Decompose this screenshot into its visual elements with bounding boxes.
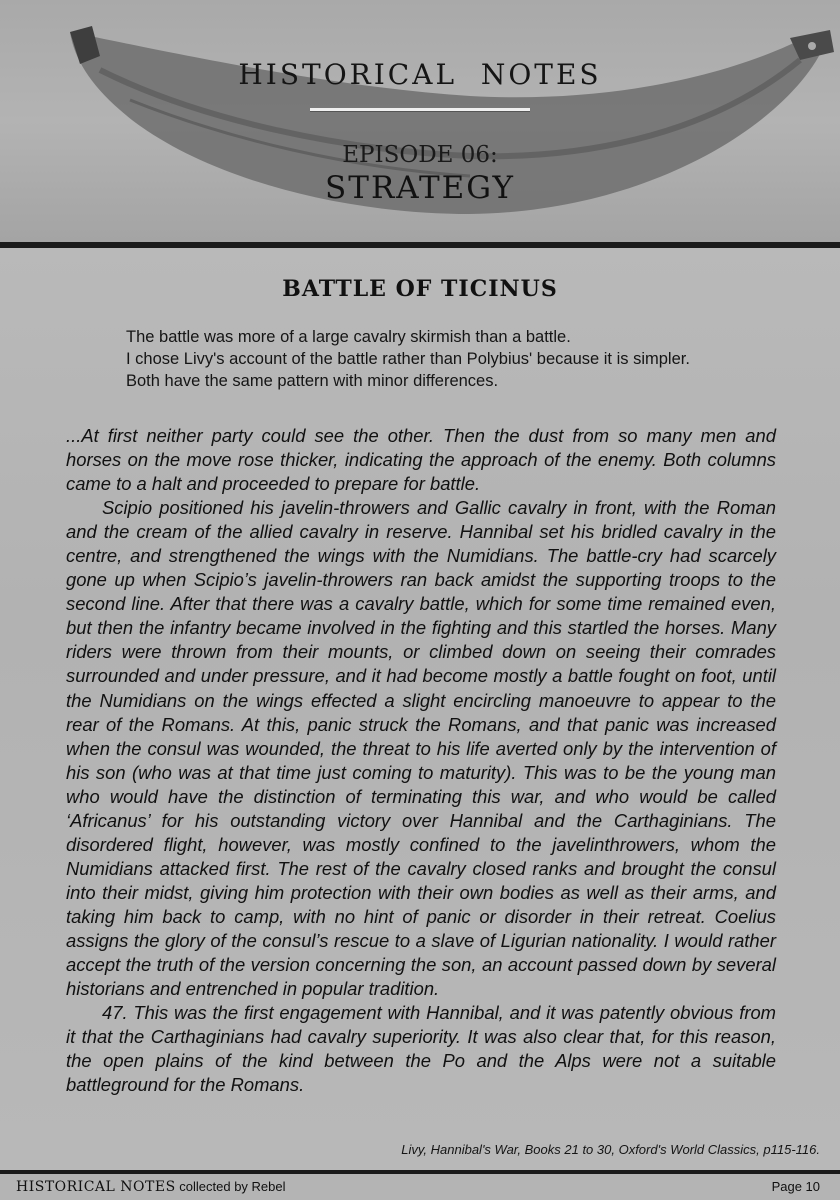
intro-line: Both have the same pattern with minor differences. bbox=[126, 372, 499, 390]
title-underline bbox=[310, 108, 530, 111]
quote-paragraph: ...At first neither party could see the other. Then the dust from so many men and horses on the move rose thicker, indicating the approach of the enemy. Both columns came to a halt and proceeded to prepare for battle. bbox=[66, 425, 776, 495]
page-header bbox=[0, 0, 840, 242]
section-title: BATTLE OF TICINUS bbox=[282, 276, 558, 302]
footer-credit bbox=[16, 1179, 286, 1195]
quote-paragraph: Scipio positioned his javelin-throwers and Gallic cavalry in front, with the Roman and the cream of the allied cavalry in reserve. Hannibal set his bridled cavalry in the centre, and strengthened the wings with the Numidians. The battle-cry had scarcely gone up when Scipio’s javelin-throwers ran back amidst the supporting troops to the second line. After that there was a cavalry battle, which for some time remained even, but then the infantry became involved in the fighting and this startled the horses. Many riders were thrown from their mounts, or climbed down on seeing their comrades surrounded and under pressure, and it had become mostly a battle fought on foot, until the Numidians on the wings effected a slight encircling manoeuvre to appear to the rear of the Romans. At this, panic struck the Romans, and that panic was increased when the consul was wounded, the threat to his life averted only by the intervention of his son (who was at that time just coming to maturity). This was to be the young man who would have the distinction of terminating this war, and who would be called ‘Africanus’ for his outstanding victory over Hannibal and the Carthaginians. The disordered flight, however, was mostly confined to the javelinthrowers, whom the Numidians attacked first. The rest of the cavalry closed ranks and brought the consul into their midst, giving him protection with their own bodies as well as their arms, and taking him back to camp, with no hint of panic or disorder in their retreat. Coelius assigns the glory of the consul’s rescue to a slave of Ligurian nationality. I would rather accept the truth of the version concerning the son, an account passed down by several historians and entrenched in popular tradition. bbox=[66, 497, 776, 1000]
footer-brand: HISTORICAL NOTES bbox=[16, 1179, 176, 1195]
intro-line: I chose Livy's account of the battle rather than Polybius' because it is simpler. bbox=[126, 350, 690, 368]
episode-label: EPISODE 06: bbox=[342, 142, 498, 168]
intro-line: The battle was more of a large cavalry skirmish than a battle. bbox=[126, 328, 571, 346]
quote-paragraph: 47. This was the first engagement with Hannibal, and it was patently obvious from it that the Carthaginians had cavalry superiority. It was also clear that, for this reason, the open plains of the kind between the Po and the Alps were not a suitable battleground for the Romans. bbox=[66, 1002, 776, 1096]
citation: Livy, Hannibal's War, Books 21 to 30, Oxford's World Classics, p115-116. bbox=[401, 1142, 820, 1157]
footer-collected-by: collected by Rebel bbox=[175, 1179, 286, 1194]
page-number: Page 10 bbox=[771, 1179, 820, 1194]
intro-notes bbox=[126, 326, 806, 392]
episode-title: STRATEGY bbox=[325, 170, 515, 206]
footer-divider bbox=[0, 1170, 840, 1174]
page-footer bbox=[0, 1170, 840, 1200]
page-content bbox=[0, 248, 840, 1170]
livy-quote bbox=[66, 424, 776, 1097]
header-title: HISTORICAL NOTES bbox=[238, 58, 602, 91]
